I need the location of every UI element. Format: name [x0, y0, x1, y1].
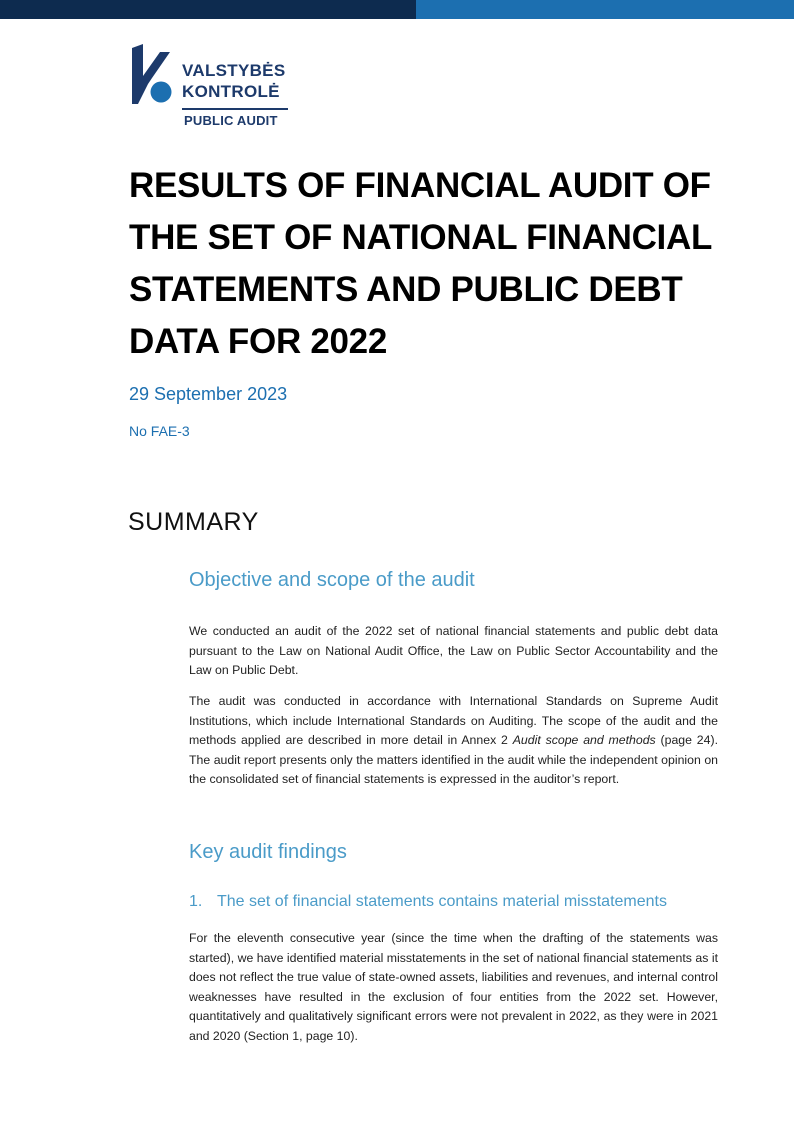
logo [130, 44, 300, 134]
top-bar-light-segment [416, 0, 794, 19]
logo-divider [182, 108, 288, 110]
objective-paragraph-1: We conducted an audit of the 2022 set of national financial statements and public debt data pursuant to the Law on National Audit Office, the Law on Public Sector Accountability and the Law on Public Debt. [189, 624, 718, 677]
logo-wordmark [182, 60, 285, 102]
document-number: No FAE-3 [129, 423, 190, 439]
paragraph-text: (page 24). The audit report presents only the matters identified in the audit while the independent opinion on the consolidated set of financial statements is expressed in the auditor’s report. [189, 733, 719, 786]
finding-title: The set of financial statements contains material misstatements [217, 893, 667, 910]
logo-subtitle: PUBLIC AUDIT [184, 113, 278, 128]
top-bar-dark-segment [0, 0, 416, 19]
objective-scope-heading: Objective and scope of the audit [189, 569, 475, 591]
objective-paragraph-2 [189, 692, 718, 790]
summary-heading: SUMMARY [128, 508, 259, 536]
top-color-bar [0, 0, 794, 19]
finding-number: 1. [189, 893, 203, 910]
logo-mark-icon [130, 44, 176, 106]
logo-line-2: KONTROLĖ [182, 82, 280, 101]
report-title: RESULTS OF FINANCIAL AUDIT OF THE SET OF NATIONAL FINANCIAL STATEMENTS AND PUBLIC DEBT DATA FOR 2022 [129, 166, 712, 361]
finding-1-heading [189, 893, 667, 911]
logo-line-1: VALSTYBĖS [182, 61, 286, 80]
report-date: 29 September 2023 [129, 384, 288, 404]
finding-1-paragraph: For the eleventh consecutive year (since the time when the drafting of the statements was started), we have identified material misstatements in the set of national financial statements as it does not reflect the true value of state-owned assets, liabilities and revenues, and internal control weaknesses have resulted in the exclusion of four entities from the 2022 set. However, quantitatively and qualitatively significant errors were not prevalent in 2022, as they were in 2021 and 2020 (Section 1, page 10). [189, 931, 718, 1043]
key-findings-heading: Key audit findings [189, 841, 347, 863]
annex-title: Audit scope and methods [512, 733, 656, 747]
paragraph-text: The audit was conducted in accordance with International Standards on Supreme Audit Institutions, which include International Standards on Auditing. The scope of the audit and the methods applied are described in more detail in Annex 2 [189, 694, 718, 747]
